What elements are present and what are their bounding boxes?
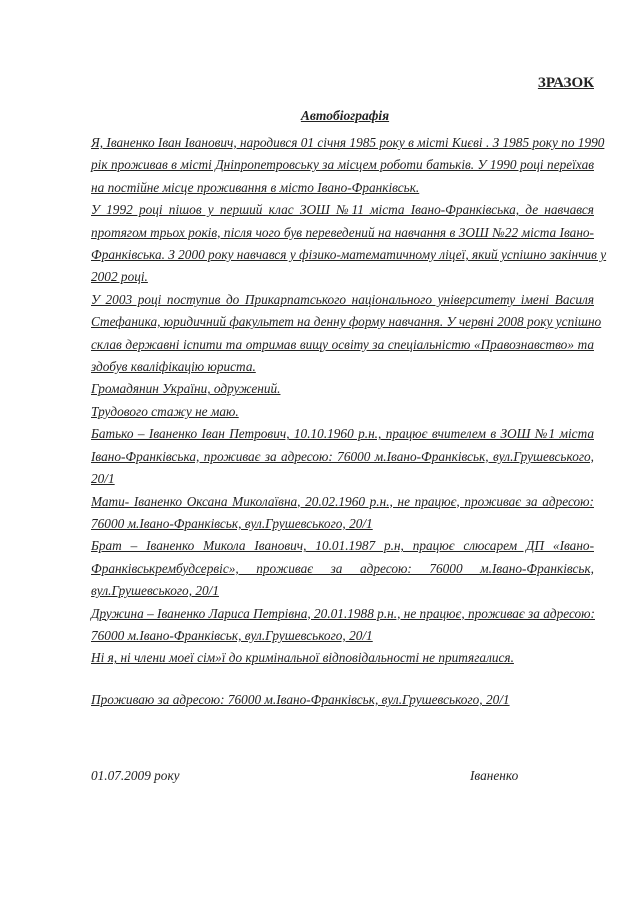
paragraph-line: Дружина – Іваненко Лариса Петрівна, 20.01.1988 р.н., не працює, проживає за адресою: — [91, 605, 595, 621]
paragraph-line: 20/1 — [91, 471, 115, 487]
document-date: 01.07.2009 року — [91, 768, 180, 783]
paragraph-line: Франківськрембудсервіс», проживає за адресою: 76000 м.Івано-Франківськ, — [91, 560, 594, 576]
paragraph — [91, 199, 607, 289]
paragraph — [91, 603, 594, 648]
residence-address: Проживаю за адресою: 76000 м.Івано-Франківськ, вул.Грушевського, 20/1 — [91, 692, 510, 707]
paragraph-line: 76000 м.Івано-Франківськ, вул.Грушевського, 20/1 — [91, 627, 373, 643]
paragraph-line: Трудового стажу не маю. — [91, 403, 239, 419]
paragraph-line: вул.Грушевського, 20/1 — [91, 583, 219, 599]
paragraph — [91, 132, 605, 199]
paragraph — [91, 535, 594, 602]
paragraph-line: Громадянин України, одружений. — [91, 381, 281, 397]
paragraph — [91, 378, 594, 400]
paragraph-line: 76000 м.Івано-Франківськ, вул.Грушевського, 20/1 — [91, 515, 373, 531]
paragraph-line: Стефаника, юридичний факультет на денну форму навчання. У червні 2008 року успішно — [91, 314, 602, 330]
paragraph — [91, 647, 594, 669]
paragraph-line: на постійне місце проживання в місто Івано-Франківськ. — [91, 179, 420, 195]
document-heading: Автобіографія — [300, 108, 390, 123]
signature: Іваненко — [470, 768, 519, 783]
document-title: ЗРАЗОК — [537, 75, 594, 91]
paragraph-line: Батько – Іваненко Іван Петрович, 10.10.1960 р.н., працює вчителем в ЗОШ №1 міста — [91, 426, 594, 442]
paragraph-line: рік проживав в місті Дніпропетровську за місцем роботи батьків. У 1990 році переїхав — [91, 157, 594, 173]
paragraph-line: Івано-Франківська, проживає за адресою: 76000 м.Івано-Франківськ, вул.Грушевського, — [91, 448, 594, 464]
paragraph — [91, 423, 594, 490]
paragraph — [91, 491, 594, 536]
paragraph — [91, 289, 602, 379]
paragraph-line: здобув кваліфікацію юриста. — [91, 359, 256, 375]
paragraph-line: Франківська. З 2000 року навчався у фізико-математичному ліцеї, який успішно закінчив у — [91, 247, 607, 263]
paragraph-line: Ні я, ні члени моеї сім»ї до кримінальної відповідальності не притягалися. — [91, 650, 514, 666]
paragraph-line: протягом трьох років, після чого був переведений на навчання в ЗОШ №22 міста Івано- — [91, 224, 594, 240]
paragraph-line: Брат – Іваненко Микола Іванович, 10.01.1987 р.н, працює слюсарем ДП «Івано- — [91, 538, 594, 554]
paragraph — [91, 401, 594, 423]
paragraph-line: У 1992 році пішов у перший клас ЗОШ №11 міста Івано-Франківська, де навчався — [91, 202, 594, 218]
paragraph-line: 2002 році. — [91, 269, 148, 285]
document-body — [91, 132, 607, 670]
paragraph-line: У 2003 році поступив до Прикарпатського національного університету імені Василя — [91, 291, 594, 307]
paragraph-line: Мати- Іваненко Оксана Миколаївна, 20.02.1960 р.н., не працює, проживає за адресою: — [91, 493, 594, 509]
paragraph-line: Я, Іваненко Іван Іванович, народився 01 січня 1985 року в місті Києві . З 1985 року по 1990 — [91, 135, 605, 150]
paragraph-line: склав державні іспити та отримав вищу освіту за спеціальністю «Правознавство» та — [91, 336, 594, 352]
